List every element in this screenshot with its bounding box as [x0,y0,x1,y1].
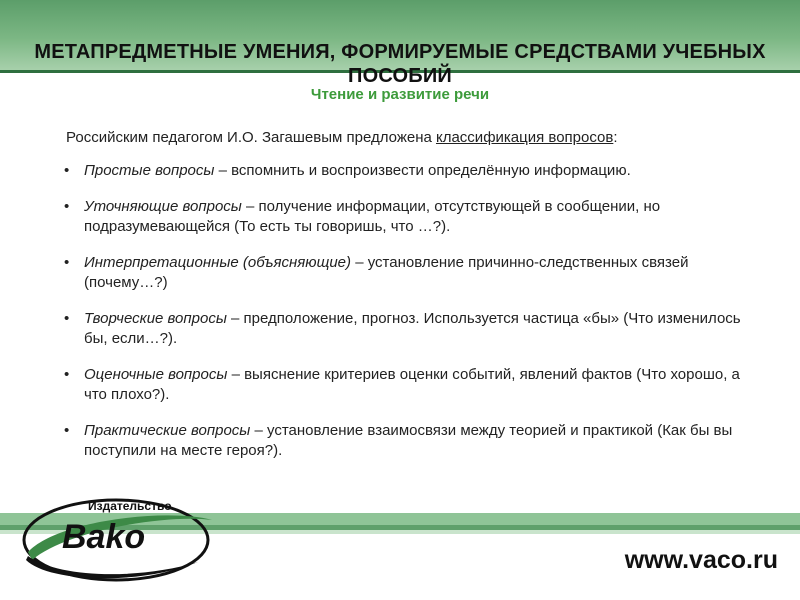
website-link[interactable]: www.vaco.ru [624,546,778,574]
question-types-list [62,161,762,477]
question-description: – выяснение критериев оценки событий, явлений фактов (Что хорошо, а что плохо?). [84,365,740,403]
list-item [62,197,762,238]
publisher-logo [18,490,218,590]
question-term: Простые вопросы [84,162,215,179]
question-term: Интерпретационные (объясняющие) [84,253,352,271]
intro-text [66,128,756,148]
bullet-icon: • [64,309,70,327]
question-term: Практические вопросы [84,421,251,439]
slide-subtitle: Чтение и развитие речи [310,86,490,103]
list-item [62,365,762,406]
question-description: – предположение, прогноз. Используется частица «бы» (Что изменилось бы, если…?). [84,309,741,347]
slide-title: МЕТАПРЕДМЕТНЫЕ УМЕНИЯ, ФОРМИРУЕМЫЕ СРЕДСТВАМИ УЧЕБНЫХ ПОСОБИЙ [34,41,766,87]
intro-suffix: : [613,129,618,146]
list-item [62,161,762,182]
bullet-icon: • [64,162,70,179]
question-description: – установление взаимосвязи между теорией и практикой (Как бы вы поступили на месте героя?). [84,421,733,459]
question-description: – установление причинно-следственных связей (почему…?) [84,253,689,291]
intro-classification-link: классификация вопросов [435,129,614,146]
question-term: Оценочные вопросы [84,365,228,383]
intro-lead: Российским педагогом И.О. Загашевым предложена [66,129,436,146]
list-item [62,309,762,350]
logo-caption: Издательство [88,499,172,513]
question-term: Творческие вопросы [84,309,227,327]
question-term: Уточняющие вопросы [84,197,242,215]
list-item [62,421,762,462]
bullet-icon: • [64,421,70,439]
question-description: – вспомнить и воспроизвести определённую информацию. [214,162,631,179]
bullet-icon: • [64,365,70,383]
list-item [62,253,762,294]
bullet-icon: • [64,253,70,271]
question-description: – получение информации, отсутствующей в сообщении, но подразумевающейся (То есть ты говоришь, что …?). [84,197,661,235]
bullet-icon: • [64,197,70,215]
logo-brand: Bako [62,518,146,556]
